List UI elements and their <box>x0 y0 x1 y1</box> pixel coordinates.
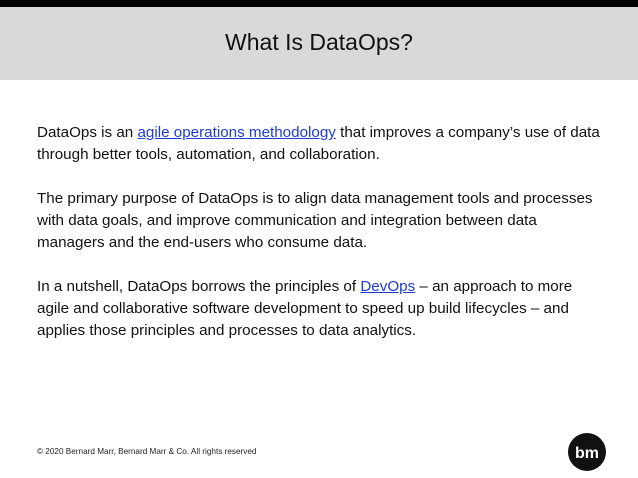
slide-header <box>0 7 638 80</box>
paragraph-definition <box>37 122 607 166</box>
bm-logo-icon <box>568 433 606 471</box>
agile-operations-link[interactable]: agile operations methodology <box>137 124 336 141</box>
paragraph-text: In a nutshell, DataOps borrows the principles of <box>37 278 361 295</box>
top-bar <box>0 0 638 7</box>
paragraph-text: that improves a company’s use of data through better tools, automation, and collaboration. <box>37 124 600 163</box>
paragraph-nutshell <box>37 276 607 342</box>
slide-title: What Is DataOps? <box>225 29 413 55</box>
slide-body <box>37 122 607 364</box>
devops-link[interactable]: DevOps <box>360 278 416 295</box>
paragraph-text: DataOps is an <box>37 124 138 141</box>
logo-text: bm <box>575 445 599 462</box>
paragraph-text: – an approach to more agile and collaborative software development to speed up build lifecycles – and applies those principles and processes to data analytics. <box>37 278 573 339</box>
paragraph-purpose: The primary purpose of DataOps is to align data management tools and processes with data goals, and improve communication and integration between data managers and the end-users who consume data. <box>37 190 593 251</box>
copyright-footer: © 2020 Bernard Marr, Bernard Marr & Co. All rights reserved <box>37 447 257 456</box>
logo-mark <box>572 441 602 463</box>
